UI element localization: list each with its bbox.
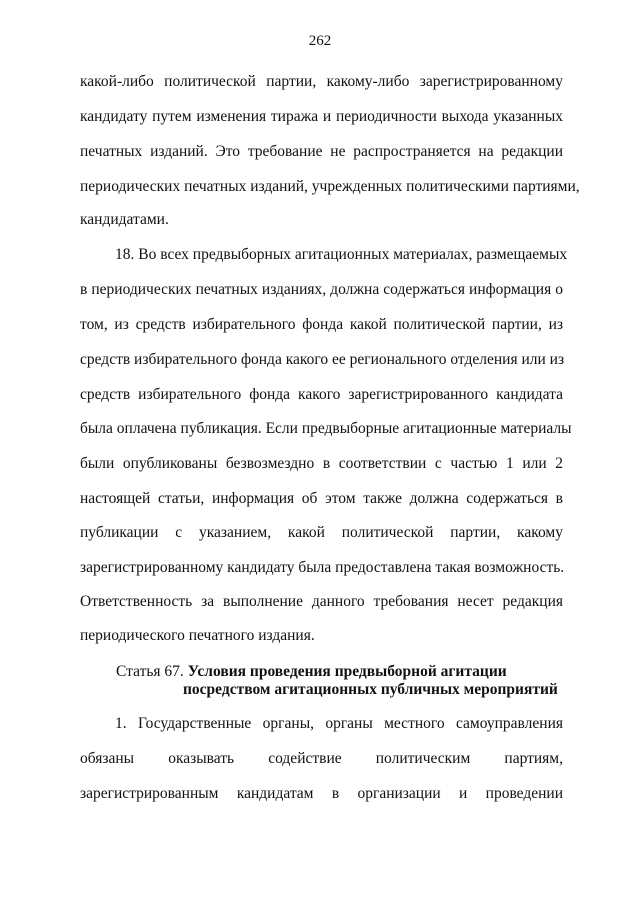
paragraph-line: печатных изданий. Это требование не распространяется на редакции <box>80 143 563 160</box>
page-number: 262 <box>308 33 332 49</box>
paragraph-line: обязаны оказывать содействие политическим партиям, <box>80 750 563 767</box>
paragraph-line: Ответственность за выполнение данного требования несет редакция <box>80 593 563 610</box>
paragraph-line: периодических печатных изданий, учрежденных политическими партиями, <box>80 178 580 195</box>
article-title-line-2: посредством агитационных публичных мероприятий <box>183 681 558 698</box>
paragraph-line: средств избирательного фонда какого зарегистрированного кандидата <box>80 386 563 403</box>
paragraph-line: зарегистрированным кандидатам в организации и проведении <box>80 785 563 802</box>
paragraph-line: зарегистрированному кандидату была предоставлена такая возможность. <box>80 559 565 576</box>
article-heading-continuation <box>183 680 558 700</box>
article-number: Статья 67. <box>116 663 184 680</box>
paragraph-line: средств избирательного фонда какого ее регионального отделения или из <box>80 351 565 368</box>
paragraph-line: публикации с указанием, какой политической партии, какому <box>80 524 563 541</box>
article-heading <box>116 662 507 682</box>
paragraph-line: кандидатами. <box>80 211 169 228</box>
paragraph-line: настоящей статьи, информация об этом также должна содержаться в <box>80 490 563 507</box>
paragraph-line: какой-либо политической партии, какому-либо зарегистрированному <box>80 73 563 90</box>
paragraph-line: была оплачена публикация. Если предвыборные агитационные материалы <box>80 420 572 437</box>
paragraph-line: 1. Государственные органы, органы местного самоуправления <box>115 715 563 732</box>
paragraph-line: периодического печатного издания. <box>80 627 315 644</box>
article-title-line-1: Условия проведения предвыборной агитации <box>187 663 507 680</box>
paragraph-line: в периодических печатных изданиях, должна содержаться информация о <box>80 281 563 298</box>
paragraph-line: том, из средств избирательного фонда какой политической партии, из <box>80 316 563 333</box>
paragraph-line: были опубликованы безвозмездно в соответствии с частью 1 или 2 <box>80 455 563 472</box>
paragraph-line: 18. Во всех предвыборных агитационных материалах, размещаемых <box>115 246 568 263</box>
paragraph-line: кандидату путем изменения тиража и периодичности выхода указанных <box>80 108 563 125</box>
